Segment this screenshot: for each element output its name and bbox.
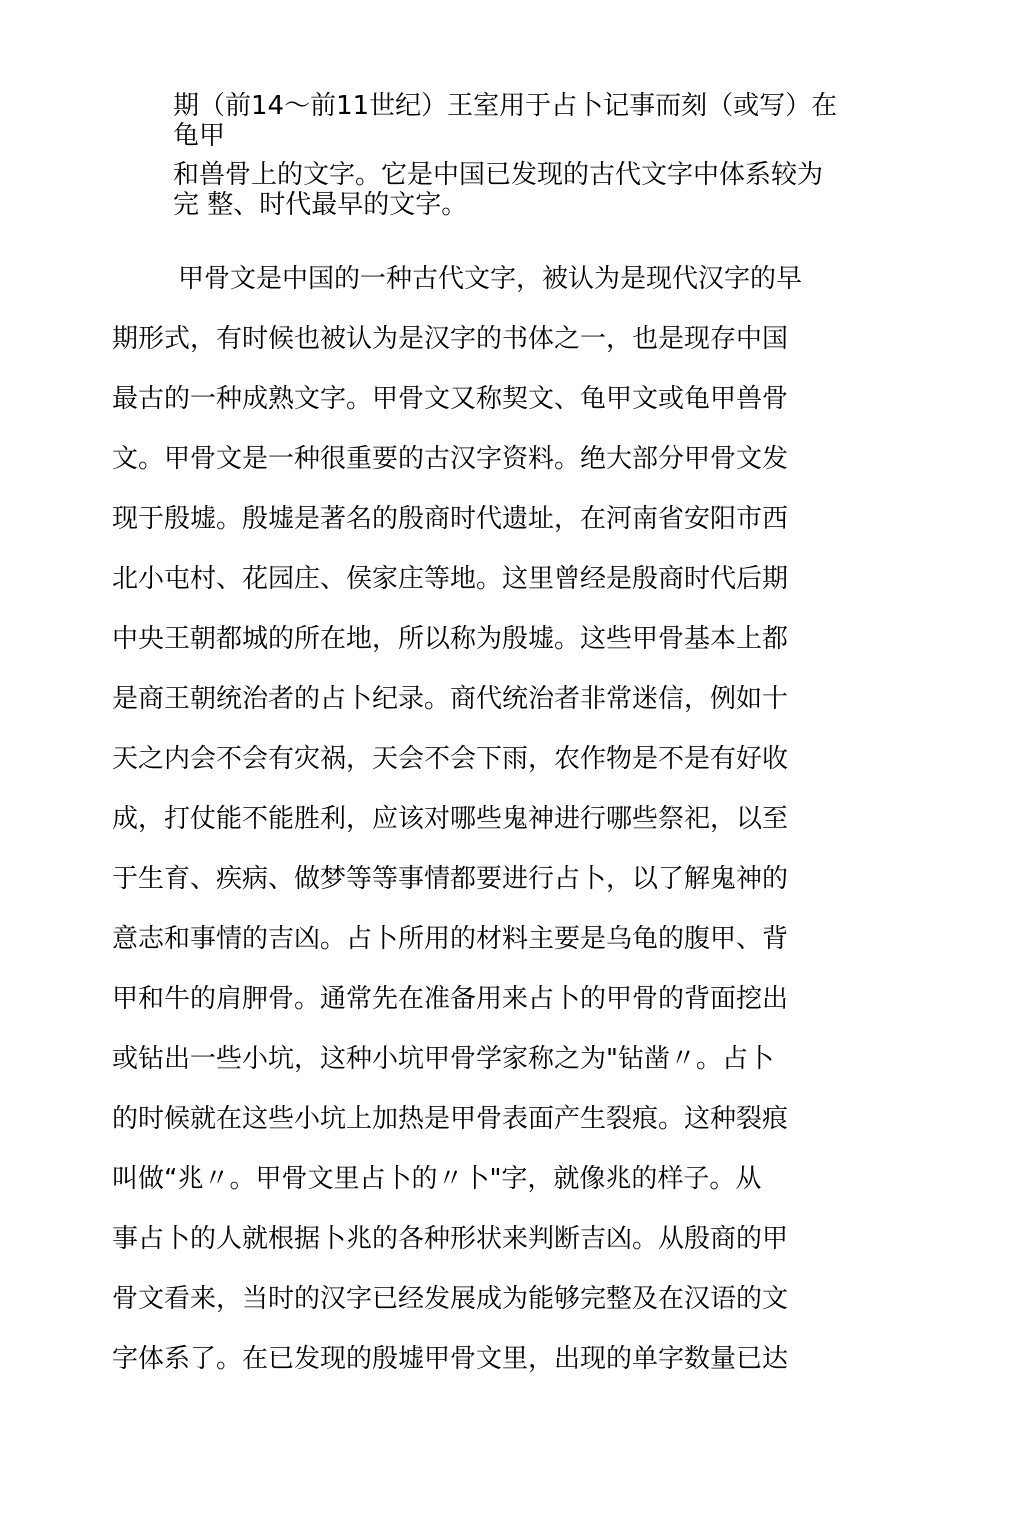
text-line: 骨文看来，当时的汉字已经发展成为能够完整及在汉语的文 xyxy=(112,1284,789,1314)
body-paragraph xyxy=(112,259,912,1399)
text-line: 甲和牛的肩胛骨。通常先在准备用来占卜的甲骨的背面挖出 xyxy=(112,984,789,1014)
intro-paragraph xyxy=(173,91,913,220)
text-line: 完 整、时代最早的文字。 xyxy=(173,190,468,220)
text-line: 成，打仗能不能胜利，应该对哪些鬼神进行哪些祭祀，以至 xyxy=(112,804,789,834)
text-line: 字体系了。在已发现的殷墟甲骨文里，出现的单字数量已达 xyxy=(112,1344,789,1374)
text-line: 是商王朝统治者的占卜纪录。商代统治者非常迷信，例如十 xyxy=(112,684,789,714)
text-line: 意志和事情的吉凶。占卜所用的材料主要是乌龟的腹甲、背 xyxy=(112,924,789,954)
text-line: 和兽骨上的文字。它是中国已发现的古代文字中体系较为 xyxy=(173,160,824,190)
text-line: 的时候就在这些小坑上加热是甲骨表面产生裂痕。这种裂痕 xyxy=(112,1104,789,1134)
text-line: 事占卜的人就根据卜兆的各种形状来判断吉凶。从殷商的甲 xyxy=(112,1224,789,1254)
text-line: 天之内会不会有灾祸，天会不会下雨，农作物是不是有好收 xyxy=(112,744,789,774)
text-line: 甲骨文是中国的一种古代文字，被认为是现代汉字的早 xyxy=(178,264,803,294)
text-line: 龟甲 xyxy=(173,121,226,151)
text-line: 北小屯村、花园庄、侯家庄等地。这里曾经是殷商时代后期 xyxy=(112,564,789,594)
text-line: 于生育、疾病、做梦等等事情都要进行占卜，以了解鬼神的 xyxy=(112,864,789,894)
text-line: 期形式，有时候也被认为是汉字的书体之一，也是现存中国 xyxy=(112,324,789,354)
text-line: 现于殷墟。殷墟是著名的殷商时代遗址，在河南省安阳市西 xyxy=(112,504,789,534)
text-line: 期（前14～前11世纪）王室用于占卜记事而刻（或写）在 xyxy=(173,91,838,121)
text-line: 叫做“兆〃。甲骨文里占卜的〃卜"字，就像兆的样子。从 xyxy=(112,1164,762,1194)
text-line: 最古的一种成熟文字。甲骨文又称契文、龟甲文或龟甲兽骨 xyxy=(112,384,789,414)
text-line: 或钻出一些小坑，这种小坑甲骨学家称之为"钻凿〃。占卜 xyxy=(112,1044,774,1074)
text-line: 中央王朝都城的所在地，所以称为殷墟。这些甲骨基本上都 xyxy=(112,624,789,654)
text-line: 文。甲骨文是一种很重要的古汉字资料。绝大部分甲骨文发 xyxy=(112,444,789,474)
